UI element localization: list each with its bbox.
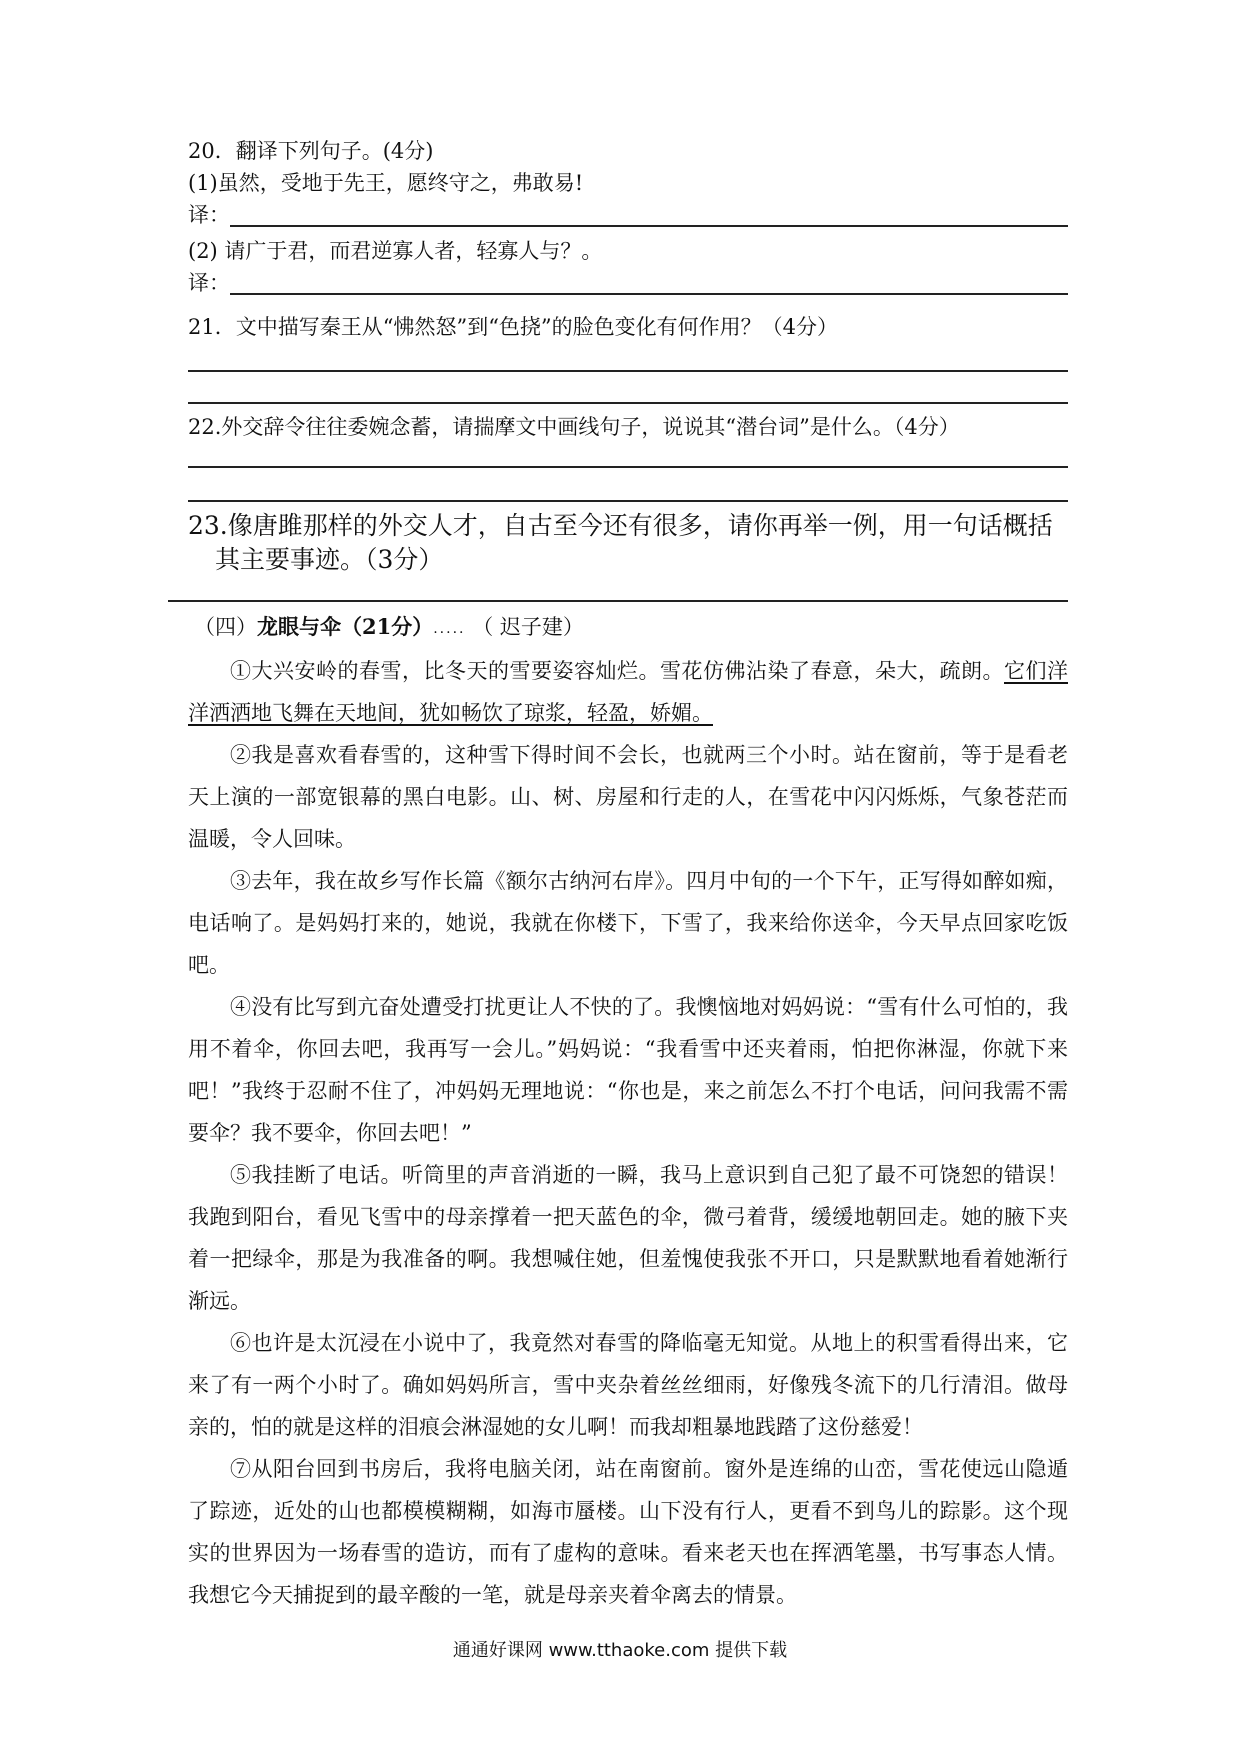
answer-line xyxy=(230,225,1068,227)
answer-line[interactable] xyxy=(188,402,1068,404)
essay-paragraph-7: ⑦从阳台回到书房后，我将电脑关闭，站在南窗前。窗外是连绵的山峦，雪花使远山隐遁了踪迹，近处的山也都模模糊糊，如海市蜃楼。山下没有行人，更看不到鸟儿的踪影。这个现实的世界因为一场春雪的造访，而有了虚构的意味。看来老天也在挥洒笔墨，书写事态人情。我想它今天捕捉到的最辛酸的一笔，就是母亲夹着伞离去的情景。 xyxy=(188,1457,1068,1607)
question-20-sentence-2: (2) 请广于君，而君逆寡人者，轻寡人与？。 xyxy=(188,239,603,263)
question-23-line-2: 其主要事迹。（3分） xyxy=(215,545,444,574)
essay-paragraph-6: ⑥也许是太沉浸在小说中了，我竟然对春雪的降临毫无知觉。从地上的积雪看得出来，它来了有一两个小时了。确如妈妈所言，雪中夹杂着丝丝细雨，好像残冬流下的几行清泪。做母亲的，怕的就是这样的泪痕会淋湿她的女儿啊！而我却粗暴地践踏了这份慈爱！ xyxy=(188,1331,1068,1439)
essay-body xyxy=(188,650,1068,1616)
emphasis-dots: ..... xyxy=(433,621,466,637)
translation-label: 译： xyxy=(188,203,230,227)
question-20-answer-1[interactable] xyxy=(188,200,1068,230)
translation-label: 译： xyxy=(188,271,230,295)
section-4-title xyxy=(194,612,584,644)
answer-line xyxy=(230,293,1068,295)
essay-paragraph-1 xyxy=(188,650,1068,734)
answer-line[interactable] xyxy=(188,466,1068,468)
question-21-prompt: 21．文中描写秦王从“怫然怒”到“色挠”的脸色变化有何作用？（4分） xyxy=(188,315,839,339)
question-23-line-1: 23.像唐雎那样的外交人才，自古至今还有很多，请你再举一例，用一句话概括 xyxy=(188,511,1053,540)
answer-line[interactable] xyxy=(188,500,1068,502)
answer-line[interactable] xyxy=(188,370,1068,372)
question-20-prompt: 20．翻译下列句子。(4分) xyxy=(188,139,434,163)
question-23-prompt xyxy=(188,509,1068,577)
section-heading: 龙眼与伞（21分） xyxy=(257,614,434,639)
essay-paragraph-4: ④没有比写到亢奋处遭受打扰更让人不快的了。我懊恼地对妈妈说：“雪有什么可怕的，我用不着伞，你回去吧，我再写一会儿。”妈妈说：“我看雪中还夹着雨，怕把你淋湿，你就下来吧！”我终于忍耐不住了，冲妈妈无理地说：“你也是，来之前怎么不打个电话，问问我需不需要伞？我不要伞，你回去吧！” xyxy=(188,995,1068,1145)
author: （ 迟子建） xyxy=(472,615,584,639)
essay-paragraph-3: ③去年，我在故乡写作长篇《额尔古纳河右岸》。四月中旬的一个下午，正写得如醉如痴，电话响了。是妈妈打来的，她说，我就在你楼下，下雪了，我来给你送伞，今天早点回家吃饭吧。 xyxy=(188,869,1068,977)
question-22-prompt: 22.外交辞令往往委婉念蓄，请揣摩文中画线句子，说说其“潜台词”是什么。（4分） xyxy=(188,415,960,439)
question-20-answer-2[interactable] xyxy=(188,268,1068,298)
answer-line[interactable] xyxy=(168,600,1068,602)
question-20-sentence-1: (1)虽然，受地于先王，愿终守之，弗敢易! xyxy=(188,171,584,195)
underlined-sentence: 它们洋洋洒洒地飞舞在天地间，犹如畅饮了琼浆，轻盈，娇媚。 xyxy=(188,659,1068,725)
essay-paragraph-5: ⑤我挂断了电话。听筒里的声音消逝的一瞬，我马上意识到自己犯了最不可饶恕的错误！我跑到阳台，看见飞雪中的母亲撑着一把天蓝色的伞，微弓着背，缓缓地朝回走。她的腋下夹着一把绿伞，那是为我准备的啊。我想喊住她，但羞愧使我张不开口，只是默默地看着她渐行渐远。 xyxy=(188,1163,1068,1313)
page-footer: 通通好课网 www.tthaoke.com 提供下载 xyxy=(452,1640,788,1661)
essay-paragraph-2: ②我是喜欢看春雪的，这种雪下得时间不会长，也就两三个小时。站在窗前，等于是看老天上演的一部宽银幕的黑白电影。山、树、房屋和行走的人，在雪花中闪闪烁烁，气象苍茫而温暖，令人回味。 xyxy=(188,743,1068,851)
section-prefix: （四） xyxy=(194,615,257,639)
paragraph-1-text: ①大兴安岭的春雪，比冬天的雪要姿容灿烂。雪花仿佛沾染了春意，朵大，疏朗。 xyxy=(230,659,1004,683)
